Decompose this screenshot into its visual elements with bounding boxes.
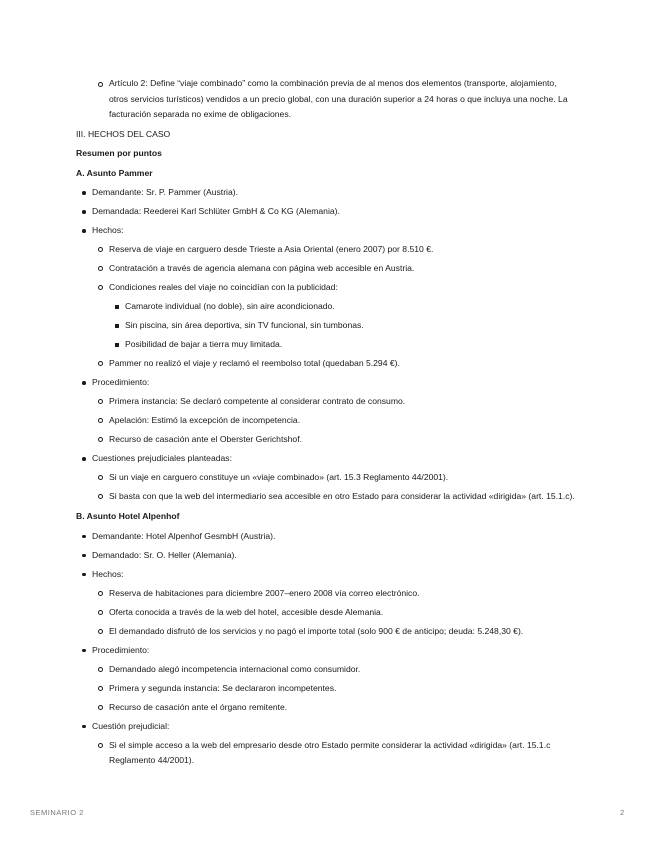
case-b-defendant: Demandado: Sr. O. Heller (Alemania). — [76, 547, 576, 565]
case-b-question-item: Si el simple acceso a la web del empresario desde otro Estado permite considerar la actividad «dirigida» (art. 15.1.c Reglamento 44/2001). — [76, 737, 576, 771]
case-b-fact-item: Oferta conocida a través de la web del hotel, accesible desde Alemania. — [76, 604, 576, 622]
case-b-procedure-item: Demandado alegó incompetencia internacional como consumidor. — [76, 661, 576, 679]
case-b-fact-item: El demandado disfrutó de los servicios y no pagó el importe total (solo 900 € de anticipo; deuda: 5.248,30 €). — [76, 623, 576, 641]
case-a-fact-item: Condiciones reales del viaje no coincidían con la publicidad: — [76, 279, 576, 297]
document-body — [76, 76, 576, 772]
case-b-question-label: Cuestión prejudicial: — [76, 718, 576, 736]
case-a-condition-item: Sin piscina, sin área deportiva, sin TV funcional, sin tumbonas. — [76, 317, 576, 335]
section-heading: III. HECHOS DEL CASO — [76, 128, 171, 139]
case-a-defendant: Demandada: Reederei Karl Schlüter GmbH & Co KG (Alemania). — [76, 203, 576, 221]
case-a-questions-label: Cuestiones prejudiciales planteadas: — [76, 450, 576, 468]
case-a-list — [76, 184, 576, 507]
case-b-procedure-item: Recurso de casación ante el órgano remitente. — [76, 699, 576, 717]
case-b-title: B. Asunto Hotel Alpenhof — [76, 511, 180, 521]
case-a-procedure-item: Primera instancia: Se declaró competente al considerar contrato de consumo. — [76, 393, 576, 411]
case-a-question-item: Si basta con que la web del intermediario sea accesible en otro Estado para considerar la actividad «dirigida» (art. 15.1.c). — [76, 488, 576, 507]
case-b-fact-item: Reserva de habitaciones para diciembre 2007–enero 2008 vía correo electrónico. — [76, 585, 576, 603]
case-b-plaintiff: Demandante: Hotel Alpenhof GesmbH (Austria). — [76, 528, 576, 546]
case-a-question-item: Si un viaje en carguero constituye un «viaje combinado» (art. 15.3 Reglamento 44/2001). — [76, 469, 576, 487]
case-a-procedure-item: Recurso de casación ante el Oberster Gerichtshof. — [76, 431, 576, 449]
case-a-condition-item: Posibilidad de bajar a tierra muy limitada. — [76, 336, 576, 354]
case-a-condition-item: Camarote individual (no doble), sin aire acondicionado. — [76, 298, 576, 316]
summary-heading: Resumen por puntos — [76, 148, 162, 158]
case-a-title: A. Asunto Pammer — [76, 167, 153, 178]
case-a-facts-label: Hechos: — [76, 222, 576, 240]
page-number: 2 — [620, 808, 625, 817]
case-b-procedure-label: Procedimiento: — [76, 642, 576, 660]
case-a-fact-item: Contratación a través de agencia alemana con página web accesible en Austria. — [76, 260, 576, 278]
article-2-item: Artículo 2: Define “viaje combinado” como la combinación previa de al menos dos elementos (transporte, alojamiento, otros servicios turísticos) vendidos a un precio global, con una duración superior a 24 horas o que incluya una noche. La facturación separada no exime de obligaciones. — [76, 76, 576, 123]
case-a-refund-item: Pammer no realizó el viaje y reclamó el reembolso total (quedaban 5.294 €). — [76, 355, 576, 373]
case-b-list — [76, 528, 576, 771]
case-a-plaintiff: Demandante: Sr. P. Pammer (Austria). — [76, 184, 576, 202]
case-a-procedure-label: Procedimiento: — [76, 374, 576, 392]
footer-title: SEMINARIO 2 — [30, 808, 84, 817]
intro-list — [76, 76, 576, 123]
case-b-procedure-item: Primera y segunda instancia: Se declararon incompetentes. — [76, 680, 576, 698]
case-a-procedure-item: Apelación: Estimó la excepción de incompetencia. — [76, 412, 576, 430]
case-b-facts-label: Hechos: — [76, 566, 576, 584]
case-a-fact-item: Reserva de viaje en carguero desde Trieste a Asia Oriental (enero 2007) por 8.510 €. — [76, 241, 576, 259]
